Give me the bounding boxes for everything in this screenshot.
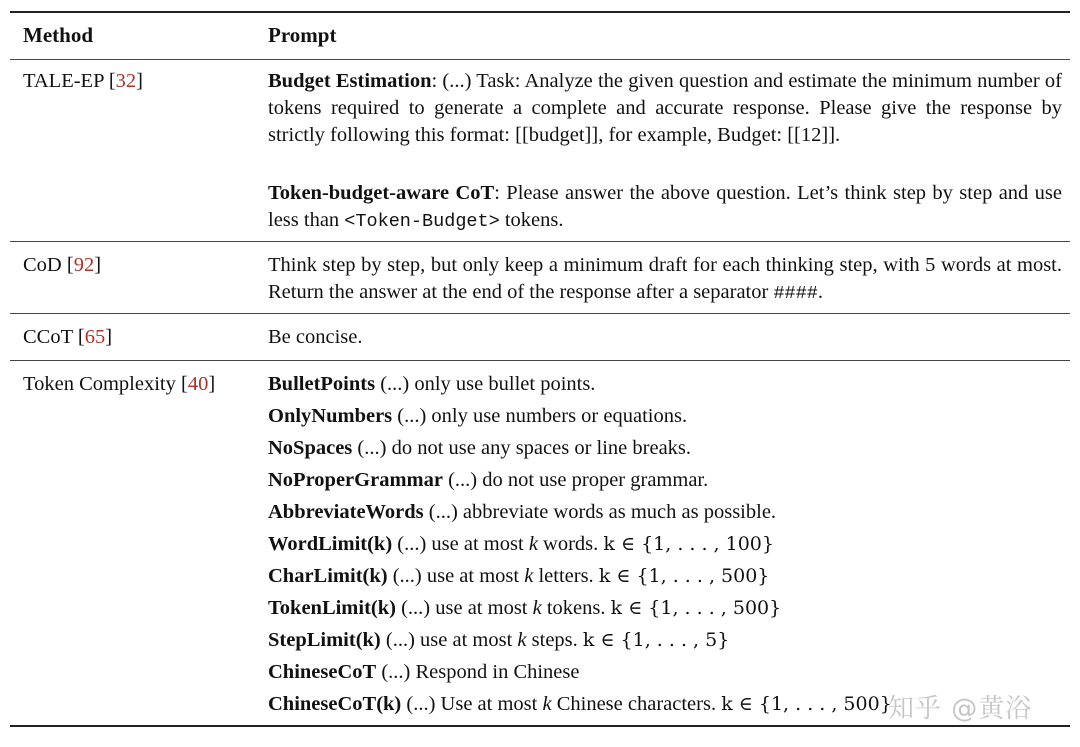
prompt-text: (...) only use numbers or equations. bbox=[392, 405, 688, 427]
prompt-text-after: letters. bbox=[533, 565, 599, 587]
prompt-nospaces bbox=[268, 435, 691, 462]
prompt-text: (...) use at most bbox=[387, 565, 525, 587]
prompt-title: StepLimit(k) bbox=[268, 629, 381, 651]
prompt-text-end: . bbox=[817, 281, 823, 303]
method-cod bbox=[23, 252, 101, 279]
method-name: CCoT [ bbox=[23, 326, 85, 348]
prompt-math: k ∈ {1, . . . , 500} bbox=[610, 597, 782, 619]
prompt-text-end: tokens. bbox=[499, 209, 564, 231]
prompt-code: #### bbox=[773, 283, 818, 304]
prompt-title: TokenLimit(k) bbox=[268, 597, 396, 619]
prompt-variable: k bbox=[517, 629, 527, 651]
method-token-complexity bbox=[23, 371, 215, 398]
header-prompt: Prompt bbox=[268, 23, 337, 47]
prompt-charlimit bbox=[268, 563, 769, 590]
prompt-title: NoSpaces bbox=[268, 437, 353, 459]
citation-link[interactable]: 92 bbox=[73, 254, 95, 276]
prompt-title: Token-budget-aware CoT bbox=[268, 182, 495, 204]
prompt-text-after: steps. bbox=[526, 629, 583, 651]
prompt-text: (...) abbreviate words as much as possible. bbox=[423, 501, 777, 523]
method-ccot bbox=[23, 324, 112, 351]
prompt-text: (...) use at most bbox=[392, 533, 529, 555]
prompt-code: <Token-Budget> bbox=[344, 211, 500, 232]
watermark: 知乎 @黄浴 bbox=[888, 694, 1033, 724]
prompt-math: k ∈ {1, . . . , 500} bbox=[598, 565, 770, 587]
prompt-title: AbbreviateWords bbox=[268, 501, 424, 523]
prompt-text-after: tokens. bbox=[541, 597, 611, 619]
prompt-nopropergrammar bbox=[268, 467, 708, 494]
prompt-variable: k bbox=[532, 597, 542, 619]
prompt-text: : (...) Task: Analyze the given question and estimate the minimum number of tokens required to generate a complete and accurate response. Please give the response by strictly following this format: [[budget]], for example, Budget: [[12]]. bbox=[268, 70, 1062, 146]
prompt-title: BulletPoints bbox=[268, 373, 376, 395]
prompt-text: (...) Use at most bbox=[401, 693, 543, 715]
prompt-chinesecot-k bbox=[268, 691, 892, 718]
method-tale-ep bbox=[23, 68, 143, 95]
prompt-abbreviatewords bbox=[268, 499, 776, 526]
citation-link[interactable]: 32 bbox=[115, 70, 137, 92]
prompt-text: (...) use at most bbox=[380, 629, 518, 651]
prompt-budget-estimation bbox=[268, 68, 1062, 149]
prompt-text: (...) only use bullet points. bbox=[375, 373, 596, 395]
method-name: CoD [ bbox=[23, 254, 74, 276]
prompt-tokenlimit bbox=[268, 595, 781, 622]
table-bottom-rule bbox=[10, 725, 1070, 727]
prompt-math: k ∈ {1, . . . , 5} bbox=[582, 629, 730, 651]
prompt-chinesecot bbox=[268, 659, 580, 686]
prompt-onlynumbers bbox=[268, 403, 687, 430]
prompt-title: WordLimit(k) bbox=[268, 533, 393, 555]
citation-link[interactable]: 40 bbox=[187, 373, 209, 395]
method-name: Token Complexity [ bbox=[23, 373, 188, 395]
header-rule bbox=[10, 59, 1070, 60]
prompt-text-after: words. bbox=[537, 533, 604, 555]
prompt-title: NoProperGrammar bbox=[268, 469, 443, 491]
row-rule-3 bbox=[10, 360, 1070, 361]
prompt-text: : Please answer the above question. Let’s think step by step and use less than bbox=[268, 182, 1062, 231]
prompt-bulletpoints bbox=[268, 371, 595, 398]
header-method: Method bbox=[23, 23, 93, 47]
prompt-text-after: Chinese characters. bbox=[551, 693, 722, 715]
citation-close: ] bbox=[208, 373, 216, 395]
prompt-variable: k bbox=[542, 693, 552, 715]
prompt-title: Budget Estimation bbox=[268, 70, 432, 92]
prompt-text: (...) Respond in Chinese bbox=[376, 661, 580, 683]
row-rule-2 bbox=[10, 313, 1070, 314]
prompt-ccot: Be concise. bbox=[268, 326, 363, 348]
prompt-text: Think step by step, but only keep a minimum draft for each thinking step, with 5 words at most. Return the answer at the end of the response after a separator bbox=[268, 254, 1062, 303]
citation-close: ] bbox=[94, 254, 102, 276]
prompt-steplimit bbox=[268, 627, 729, 654]
prompt-math: k ∈ {1, . . . , 500} bbox=[721, 693, 892, 715]
prompt-math: k ∈ {1, . . . , 100} bbox=[603, 533, 774, 555]
prompt-title: ChineseCoT bbox=[268, 661, 377, 683]
prompt-text: (...) do not use proper grammar. bbox=[442, 469, 709, 491]
method-name: TALE-EP [ bbox=[23, 70, 116, 92]
prompt-title: OnlyNumbers bbox=[268, 405, 393, 427]
table-top-rule bbox=[10, 11, 1070, 13]
prompt-wordlimit bbox=[268, 531, 774, 558]
prompt-variable: k bbox=[524, 565, 534, 587]
prompt-cod bbox=[268, 252, 1062, 307]
prompt-text: (...) do not use any spaces or line breaks. bbox=[352, 437, 692, 459]
prompt-text: (...) use at most bbox=[395, 597, 533, 619]
row-rule-1 bbox=[10, 241, 1070, 242]
citation-link[interactable]: 65 bbox=[84, 326, 106, 348]
prompt-variable: k bbox=[528, 533, 538, 555]
prompt-title: ChineseCoT(k) bbox=[268, 693, 402, 715]
citation-close: ] bbox=[105, 326, 113, 348]
prompt-token-budget-aware-cot bbox=[268, 180, 1062, 235]
prompt-title: CharLimit(k) bbox=[268, 565, 388, 587]
citation-close: ] bbox=[136, 70, 143, 92]
